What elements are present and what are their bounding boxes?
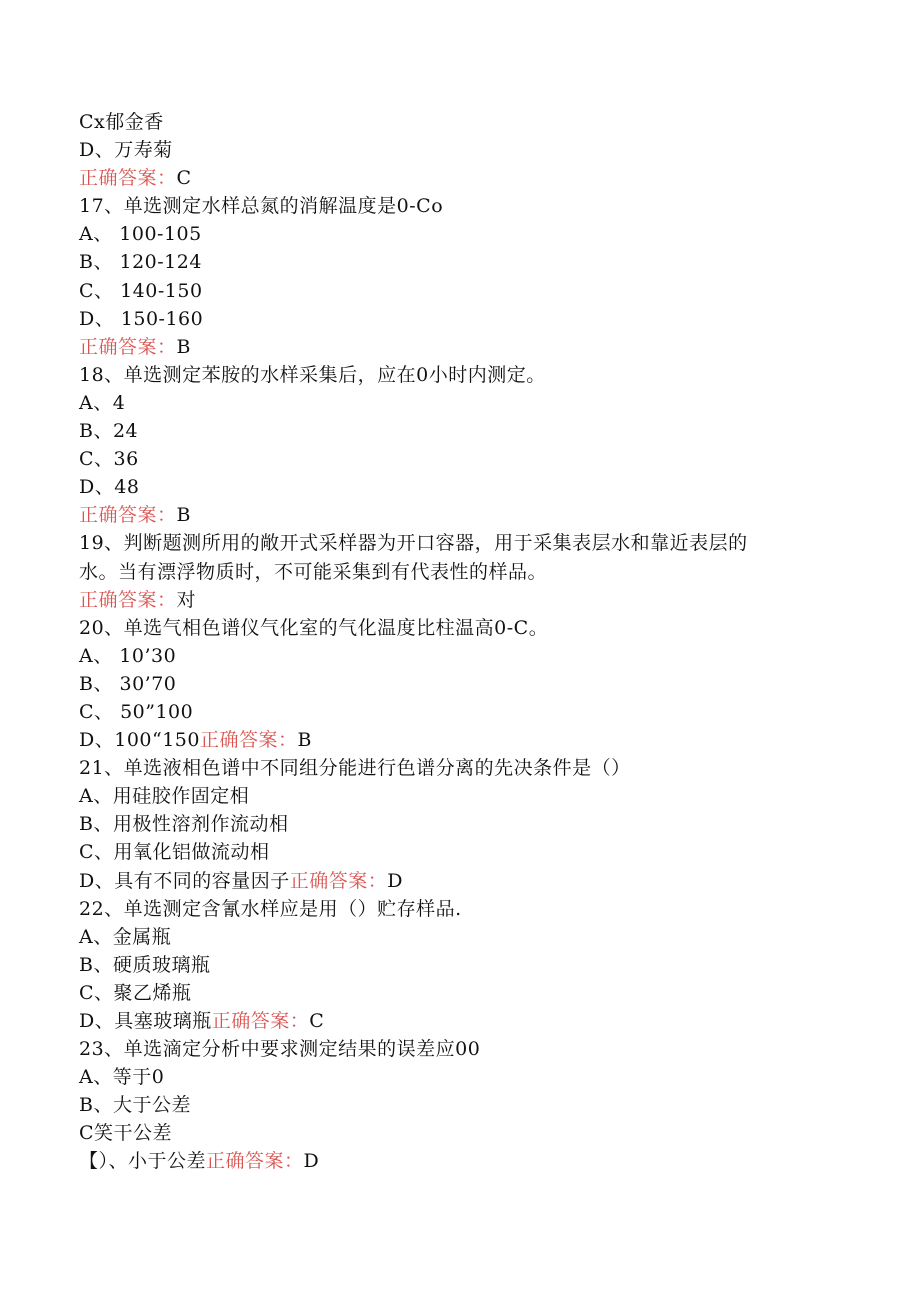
line-text: 水。当有漂浮物质时，不可能采集到有代表性的样品。 [79, 560, 548, 583]
line-text: 20、单选气相色谱仪气化室的气化温度比柱温高0-C。 [79, 616, 549, 639]
line-text: C、聚乙烯瓶 [79, 981, 192, 1004]
line-text: A、 100-105 [79, 223, 202, 246]
line-text: D、 150-160 [79, 307, 204, 330]
text-line [79, 417, 839, 445]
line-text: B、 120-124 [79, 251, 202, 274]
answer-value: C [309, 1010, 325, 1032]
line-text: 21、单选液相色谱中不同组分能进行色谱分离的先决条件是（） [79, 757, 631, 780]
text-line [79, 670, 839, 698]
line-text: A、 10’30 [79, 644, 177, 667]
text-line [79, 445, 839, 473]
text-line [79, 136, 839, 164]
line-text: C、用氧化铝做流动相 [79, 841, 270, 864]
answer-line [79, 867, 839, 895]
text-line [79, 558, 839, 586]
line-text: D、具有不同的容量因子 [79, 869, 290, 892]
line-text: C、 50”100 [79, 700, 194, 723]
line-text: C、 140-150 [79, 279, 203, 302]
answer-value: C [176, 167, 192, 190]
text-line [79, 192, 839, 220]
answer-label: 正确答案： [79, 167, 177, 190]
line-text: 17、单选测定水样总氮的消解温度是0-Co [79, 195, 444, 218]
line-text: D、具塞玻璃瓶 [79, 1010, 212, 1032]
text-line [79, 305, 839, 333]
text-line [79, 895, 839, 923]
answer-line [79, 164, 839, 192]
answer-line [79, 726, 839, 754]
answer-label: 正确答案： [199, 729, 298, 752]
answer-value: D [387, 869, 403, 892]
line-text: B、大于公差 [79, 1094, 191, 1117]
line-text: D、100“150 [79, 729, 200, 752]
answer-line [79, 333, 839, 361]
line-text: C笑干公差 [79, 1122, 173, 1145]
answer-value: B [176, 504, 191, 527]
text-line [79, 642, 839, 670]
text-line [79, 361, 839, 389]
line-text: A、用硅胶作固定相 [79, 785, 250, 808]
line-text: A、等于0 [79, 1066, 165, 1089]
line-text: B、24 [79, 420, 139, 443]
text-line [79, 923, 839, 951]
question-list [79, 108, 839, 1176]
answer-value: B [176, 335, 191, 358]
line-text: D、万寿菊 [79, 139, 173, 162]
text-line [79, 277, 839, 305]
line-text: A、4 [79, 391, 126, 414]
answer-label: 正确答案： [79, 588, 177, 611]
text-line [79, 979, 839, 1007]
answer-label: 正确答案： [206, 1150, 304, 1173]
text-line [79, 389, 839, 417]
answer-label: 正确答案： [79, 335, 177, 358]
text-line [79, 108, 839, 136]
line-text: C、36 [79, 448, 139, 471]
line-text: A、金属瓶 [79, 925, 172, 948]
text-line [79, 248, 839, 276]
answer-value: 对 [176, 588, 197, 611]
line-text: B、 30’70 [79, 672, 177, 695]
line-text: 18、单选测定苯胺的水样采集后，应在0小时内测定。 [79, 363, 546, 386]
answer-line [79, 501, 839, 529]
answer-label: 正确答案： [289, 869, 388, 892]
line-text: Cx郁金香 [79, 111, 164, 133]
text-line [79, 810, 839, 838]
text-line [79, 782, 839, 810]
answer-value: B [297, 729, 312, 752]
text-line [79, 529, 839, 557]
answer-label: 正确答案： [211, 1010, 310, 1032]
text-line [79, 951, 839, 979]
line-text: 【）、小于公差 [79, 1150, 207, 1173]
line-text: D、48 [79, 476, 140, 499]
line-text: 22、单选测定含氰水样应是用（）贮存样品. [79, 897, 462, 920]
text-line [79, 614, 839, 642]
text-line [79, 220, 839, 248]
line-text: 23、单选滴定分析中要求测定结果的误差应00 [79, 1038, 481, 1061]
text-line [79, 1119, 839, 1147]
answer-line [79, 586, 839, 614]
answer-label: 正确答案： [79, 504, 177, 527]
text-line [79, 754, 839, 782]
text-line [79, 473, 839, 501]
text-line [79, 838, 839, 866]
line-text: B、硬质玻璃瓶 [79, 953, 211, 976]
text-line [79, 1091, 839, 1119]
answer-line [79, 1007, 839, 1035]
line-text: 19、判断题测所用的敞开式采样器为开口容器，用于采集表层水和靠近表层的 [79, 532, 748, 555]
answer-line [79, 1147, 839, 1175]
text-line [79, 1063, 839, 1091]
line-text: B、用极性溶剂作流动相 [79, 813, 289, 836]
text-line [79, 1035, 839, 1063]
answer-value: D [303, 1150, 320, 1173]
text-line [79, 698, 839, 726]
